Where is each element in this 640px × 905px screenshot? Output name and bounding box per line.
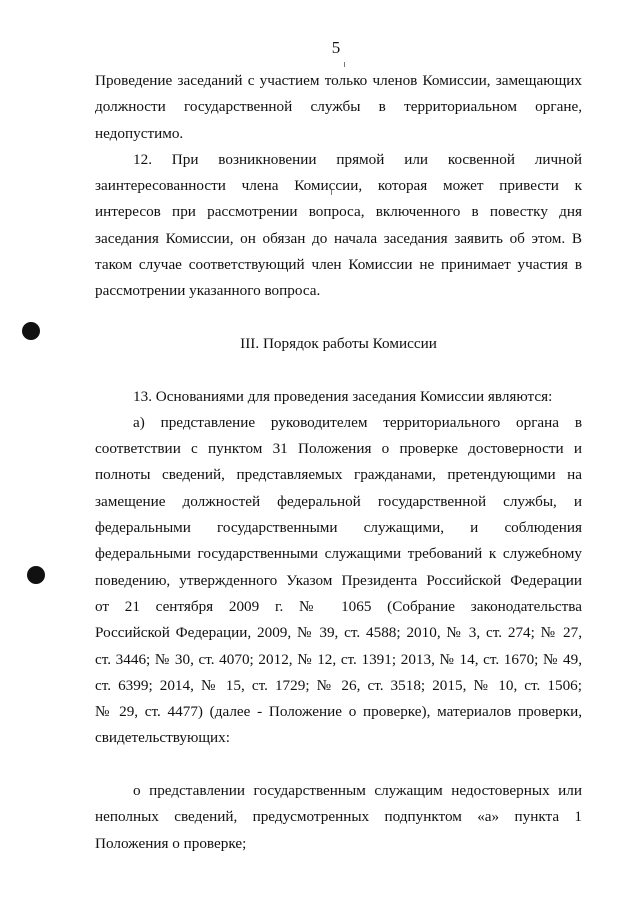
text-line: интересов при рассмотрении вопроса, включенного в повестку дня xyxy=(95,203,582,221)
text-line: ст. 3446; № 30, ст. 4070; 2012, № 12, ст. 1391; 2013, № 14, ст. 1670; № 49, xyxy=(95,650,582,668)
text-line: замещение должностей федеральной государственной службы, и xyxy=(95,492,582,510)
blank-line xyxy=(95,357,582,383)
blank-line xyxy=(95,305,582,331)
text-line: № 29, ст. 4477) (далее - Положение о проверке), материалов проверки, xyxy=(95,703,582,721)
text-line: полноты сведений, представляемых гражданами, претендующими на xyxy=(95,466,582,484)
text-line: а) представление руководителем территориального органа в xyxy=(133,413,582,431)
text-line: заседания Комиссии, он обязан до начала заседания заявить об этом. В xyxy=(95,229,582,247)
text-line: о представлении государственным служащим недостоверных или xyxy=(133,782,582,800)
punch-hole-top xyxy=(22,322,40,340)
text-line: 12. При возникновении прямой или косвенной личной xyxy=(133,150,582,168)
text-line: поведению, утвержденного Указом Президента Российской Федерации xyxy=(95,571,582,589)
text-line: неполных сведений, предусмотренных подпунктом «а» пункта 1 xyxy=(95,808,582,826)
punch-hole-bottom xyxy=(27,566,45,584)
text-line: Положения о проверке; xyxy=(95,834,247,852)
text-line: таком случае соответствующий член Комиссии не принимает участия в xyxy=(95,256,582,274)
section-heading: III. Порядок работы Комиссии xyxy=(240,334,437,352)
document-body xyxy=(95,68,582,857)
text-line: рассмотрении указанного вопроса. xyxy=(95,282,321,300)
text-line: федеральными государственными служащими требований к служебному xyxy=(95,545,582,563)
text-line: недопустимо. xyxy=(95,124,184,142)
text-line: федеральными государственными служащими, и соблюдения xyxy=(95,519,582,537)
text-line: соответствии с пунктом 31 Положения о проверке достоверности и xyxy=(95,440,582,458)
text-line: ст. 6399; 2014, № 15, ст. 1729; № 26, ст. 3518; 2015, № 10, ст. 1506; xyxy=(95,676,582,694)
text-line: Проведение заседаний с участием только членов Комиссии, замещающих xyxy=(95,72,582,89)
text-line: свидетельствующих: xyxy=(95,729,230,747)
blank-line xyxy=(95,752,582,778)
scan-speck xyxy=(344,62,345,67)
text-line: должности государственной службы в территориальном органе, xyxy=(95,98,582,116)
text-line: Российской Федерации, 2009, № 39, ст. 4588; 2010, № 3, ст. 274; № 27, xyxy=(95,624,582,642)
page-number: 5 xyxy=(331,38,341,57)
text-line: от 21 сентября 2009 г. № 1065 (Собрание законодательства xyxy=(95,597,582,615)
text-line: 13. Основаниями для проведения заседания Комиссии являются: xyxy=(133,387,553,405)
text-line: заинтересованности члена Комиссии, которая может привести к xyxy=(95,177,582,195)
